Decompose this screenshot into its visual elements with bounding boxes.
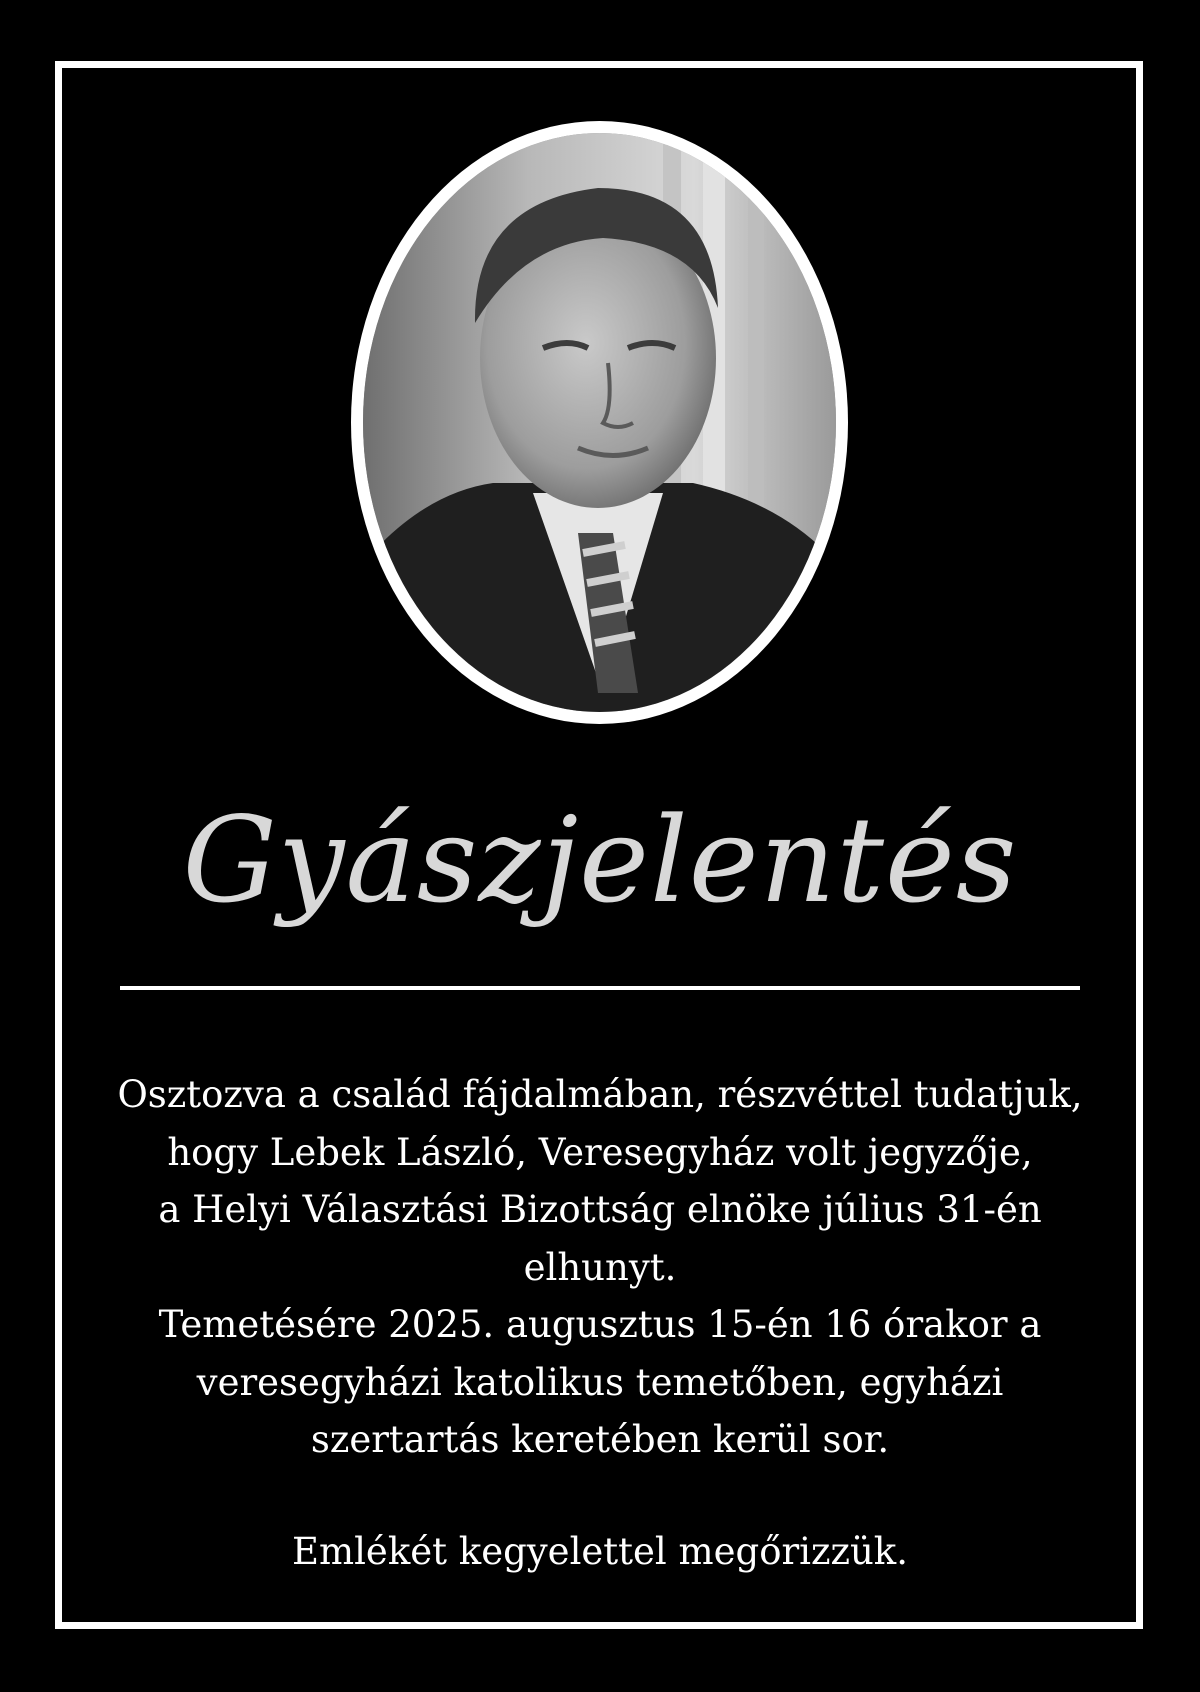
text-line: hogy Lebek László, Veresegyház volt jegyzője,: [167, 1130, 1033, 1174]
announcement-text: [80, 1066, 1120, 1469]
text-line: elhunyt.: [523, 1245, 677, 1289]
portrait-oval-frame: [351, 121, 848, 724]
text-line: Temetésére 2025. augusztus 15-én 16 órakor a: [158, 1303, 1042, 1346]
text-line: szertartás keretében kerül sor.: [310, 1418, 890, 1461]
page-title: Gyászjelentés: [182, 791, 1018, 929]
closing-line: Emlékét kegyelettel megőrizzük.: [292, 1530, 908, 1573]
text-line: veresegyházi katolikus temetőben, egyházi: [196, 1360, 1004, 1404]
portrait-photo: [363, 133, 836, 712]
portrait-photo-icon: [363, 133, 836, 712]
text-line: a Helyi Választási Bizottság elnöke július 31-én: [158, 1188, 1042, 1231]
divider: [120, 986, 1080, 990]
text-line: Osztozva a család fájdalmában, részvéttel tudatjuk,: [117, 1073, 1083, 1116]
